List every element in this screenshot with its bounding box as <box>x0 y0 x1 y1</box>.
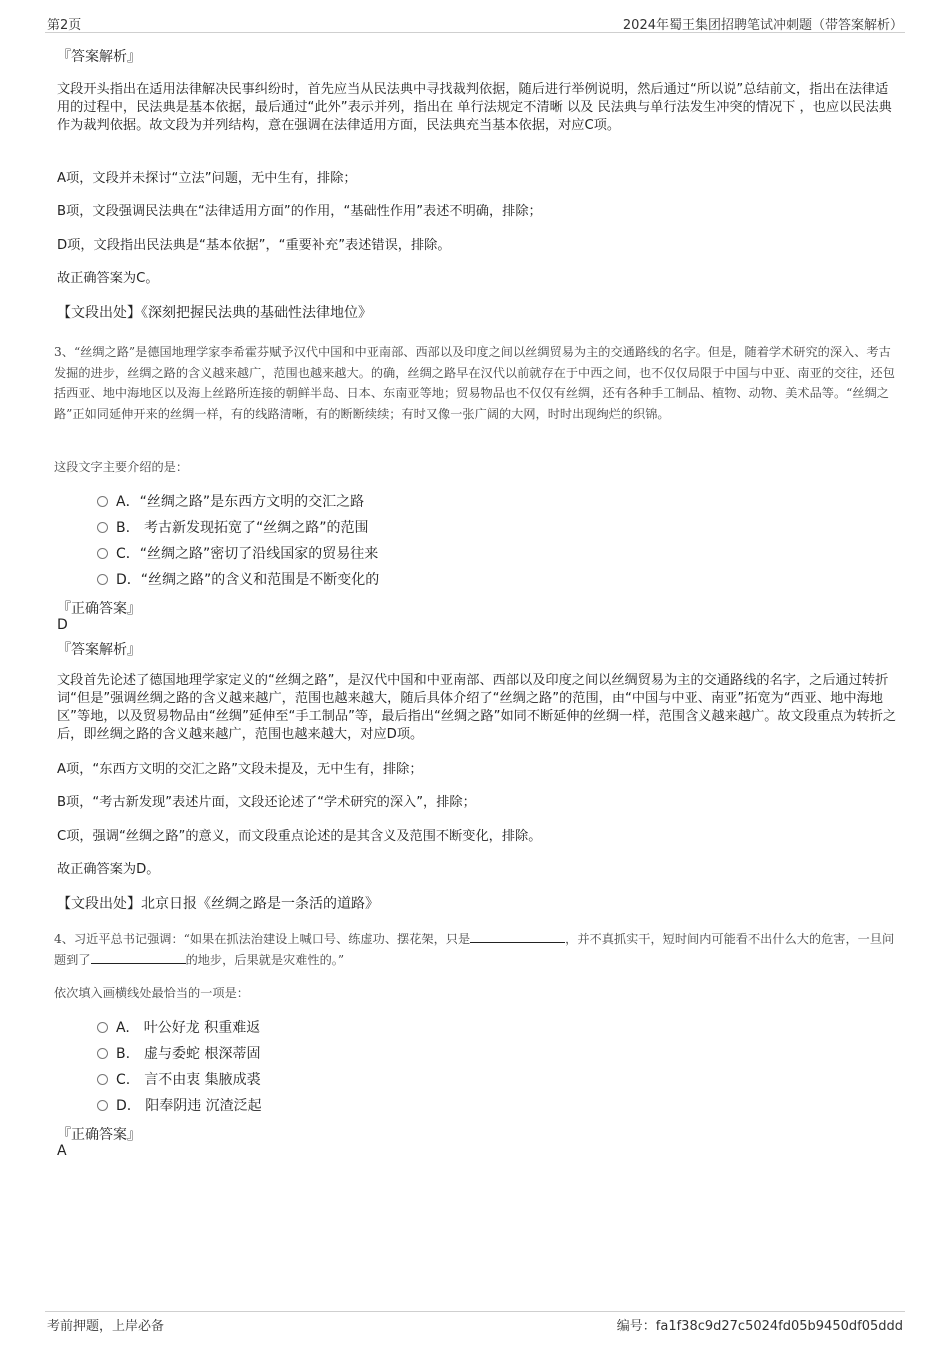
q4-passage <box>54 929 899 970</box>
q3-analysis-label: 『答案解析』 <box>57 642 141 658</box>
q4-option-a-label: A. 叶公好龙 积重难返 <box>116 1020 261 1036</box>
radio-icon[interactable] <box>97 574 108 585</box>
q4-option-b-label: B. 虚与委蛇 根深蒂固 <box>116 1046 261 1062</box>
page-number: 第2页 <box>47 18 82 33</box>
q3-option-c-label: C．“丝绸之路”密切了沿线国家的贸易往来 <box>116 546 379 562</box>
q3-option-d[interactable] <box>97 570 379 590</box>
q4-answer-label: 『正确答案』 <box>57 1127 141 1143</box>
q2-analysis: 文段开头指出在适用法律解决民事纠纷时，首先应当从民法典中寻找裁判依据，随后进行举例说明，然后通过“所以说”总结前文，指出在法律适用的过程中，民法典是基本依据，最后通过“此外”表示并列，指出在 单行法规定不清晰 以及 民法典与单行法发生冲突的情况下 ，也应以民法典作为裁判依据。故文段为并列结构，意在强调在法律适用方面，民法典充当基本依据，对应C项。 <box>57 82 892 133</box>
radio-icon[interactable] <box>97 522 108 533</box>
q4-passage-part2: ，并不真抓实干，短时间内可能看不出什么大的危害，一旦问题到了 <box>54 932 895 967</box>
q2-option-d-explanation: D项，文段指出民法典是“基本依据”，“重要补充”表述错误，排除。 <box>57 238 451 253</box>
q4-passage-part1: 4、习近平总书记强调：“如果在抓法治建设上喊口号、练虚功、摆花架，只是 <box>54 932 471 946</box>
q3-answer: D <box>57 617 68 633</box>
radio-icon[interactable] <box>97 496 108 507</box>
q3-answer-label: 『正确答案』 <box>57 601 141 617</box>
radio-icon[interactable] <box>97 548 108 559</box>
q3-conclusion: 故正确答案为D。 <box>57 862 160 877</box>
q2-analysis-label: 『答案解析』 <box>57 49 141 65</box>
q2-source: 【文段出处】《深刻把握民法典的基础性法律地位》 <box>57 305 372 321</box>
q3-passage: 3、“丝绸之路”是德国地理学家李希霍芬赋予汉代中国和中亚南部、西部以及印度之间以丝绸贸易为主的交通路线的名字。但是，随着学术研究的深入、考古发掘的进步，丝绸之路的含义越来越广，范围也越来越大。的确，丝绸之路早在汉代以前就存在于中西之间，也不仅仅局限于中国与中亚、南亚的交往，还包括西亚、地中海地区以及海上丝路所连接的朝鲜半岛、日本、东南亚等地；贸易物品也不仅仅有丝绸，还有各种手工制品、植物、动物、美术品等。“丝绸之路”正如同延伸开来的丝绸一样，有的线路清晰，有的断断续续；有时又像一张广阔的大网，时时出现绚烂的织锦。 <box>54 345 895 421</box>
q3-option-d-label: D．“丝绸之路”的含义和范围是不断变化的 <box>116 572 380 588</box>
radio-icon[interactable] <box>97 1100 108 1111</box>
q3-option-a-explanation: A项，“东西方文明的交汇之路”文段未提及，无中生有，排除； <box>57 762 423 777</box>
q3-option-c-explanation: C项，强调“丝绸之路”的意义，而文段重点论述的是其含义及范围不断变化，排除。 <box>57 829 542 844</box>
fill-blank-1 <box>470 930 565 943</box>
q4-option-a[interactable] <box>97 1018 260 1038</box>
radio-icon[interactable] <box>97 1022 108 1033</box>
page-header <box>45 12 905 33</box>
q3-option-b[interactable] <box>97 518 369 538</box>
q4-stem: 依次填入画横线处最恰当的一项是： <box>54 986 249 1000</box>
q3-stem: 这段文字主要介绍的是： <box>54 460 189 474</box>
q3-option-c[interactable] <box>97 544 378 564</box>
q4-option-d-label: D. 阳奉阴违 沉渣泛起 <box>116 1098 262 1114</box>
q3-option-a[interactable] <box>97 492 364 512</box>
q4-option-d[interactable] <box>97 1096 262 1116</box>
q3-source: 【文段出处】北京日报《丝绸之路是一条活的道路》 <box>57 896 379 912</box>
radio-icon[interactable] <box>97 1074 108 1085</box>
q2-conclusion: 故正确答案为C。 <box>57 271 159 286</box>
q3-option-b-label: B. 考古新发现拓宽了“丝绸之路”的范围 <box>116 520 369 536</box>
q4-option-c-label: C. 言不由衷 集腋成裘 <box>116 1072 261 1088</box>
q2-option-b-explanation: B项，文段强调民法典在“法律适用方面”的作用，“基础性作用”表述不明确，排除； <box>57 204 542 219</box>
q2-option-a-explanation: A项，文段并未探讨“立法”问题，无中生有，排除； <box>57 171 357 186</box>
q3-option-a-label: A．“丝绸之路”是东西方文明的交汇之路 <box>116 494 365 510</box>
document-title: 2024年蜀王集团招聘笔试冲刺题（带答案解析） <box>622 18 903 33</box>
fill-blank-2 <box>91 951 186 964</box>
document-id: 编号：fa1f38c9d27c5024fd05b9450df05ddd <box>616 1319 903 1334</box>
q3-option-b-explanation: B项，“考古新发现”表述片面，文段还论述了“学术研究的深入”，排除； <box>57 795 476 810</box>
footer-slogan: 考前押题，上岸必备 <box>47 1319 165 1334</box>
page-footer <box>45 1311 905 1336</box>
q4-option-c[interactable] <box>97 1070 261 1090</box>
q4-passage-part3: 的地步，后果就是灾难性的。” <box>185 952 345 967</box>
q4-option-b[interactable] <box>97 1044 261 1064</box>
radio-icon[interactable] <box>97 1048 108 1059</box>
q4-answer: A <box>57 1143 67 1159</box>
q3-analysis: 文段首先论述了德国地理学家定义的“丝绸之路”，是汉代中国和中亚南部、西部以及印度之间以丝绸贸易为主的交通路线的名字，之后通过转折词“但是”强调丝绸之路的含义越来越广，范围也越来越大，随后具体介绍了“丝绸之路”的范围，由“中国与中亚、南亚”拓宽为“西亚、地中海地区”等地，以及贸易物品由“丝绸”延伸至“手工制品”等，最后指出“丝绸之路”如同不断延伸的丝绸一样，范围含义越来越广。故文段重点为转折之后，即丝绸之路的含义越来越广，范围也越来越大，对应D项。 <box>57 673 897 742</box>
